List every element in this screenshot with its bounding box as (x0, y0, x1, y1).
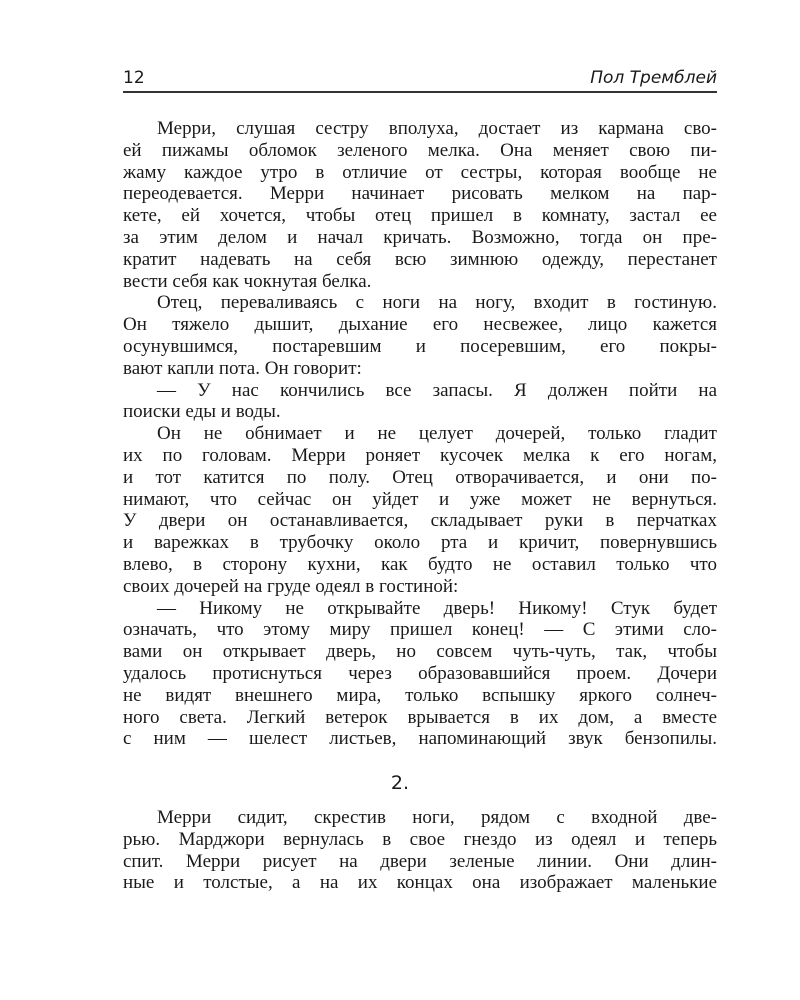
text-line: ного света. Легкий ветерок врывается в их дом, а вместе (123, 706, 717, 728)
body-text-section-1 (123, 118, 717, 750)
text-line: поиски еды и воды. (123, 401, 281, 423)
text-line: не видят внешнего мира, только вспышку яркого солнеч- (123, 684, 717, 706)
text-line: за этим делом и начал кричать. Возможно, тогда он пре- (123, 226, 717, 248)
text-line: рью. Марджори вернулась в свое гнездо из одеял и теперь (123, 828, 717, 850)
text-line: нимают, что сейчас он уйдет и уже может не вернуться. (123, 488, 717, 510)
text-line: ей пижамы обломок зеленого мелка. Она меняет свою пи- (123, 139, 717, 161)
text-line: спит. Мерри рисует на двери зеленые линии. Они длин- (123, 850, 717, 872)
text-line: жаму каждое утро в отличие от сестры, которая вообще не (123, 161, 717, 183)
text-line: вести себя как чокнутая белка. (123, 270, 372, 292)
text-line: переодевается. Мерри начинает рисовать мелком на пар- (123, 183, 717, 205)
text-line: Мерри, слушая сестру вполуха, достает из кармана сво- (157, 118, 717, 139)
text-line: осунувшимся, постаревшим и посеревшим, его покры- (123, 335, 717, 357)
text-line: — У нас кончились все запасы. Я должен пойти на (157, 379, 717, 401)
chapter-heading: 2. (390, 772, 410, 794)
text-line: Отец, переваливаясь с ноги на ногу, входит в гостиную. (157, 292, 717, 314)
text-line: их по головам. Мерри роняет кусочек мелка к его ногам, (123, 444, 717, 466)
text-line: удалось протиснуться через образовавшийся проем. Дочери (123, 662, 717, 684)
page-number: 12 (123, 68, 145, 88)
text-line: — Никому не открывайте дверь! Никому! Стук будет (157, 597, 717, 619)
text-line: ные и толстые, а на их концах она изображает маленькие (123, 872, 717, 894)
text-line: кратит надевать на себя всю зимнюю одежду, перестанет (123, 248, 717, 270)
running-header (123, 66, 717, 92)
text-line: У двери он останавливается, складывает руки в перчатках (123, 510, 717, 532)
text-line: Он тяжело дышит, дыхание его несвежее, лицо кажется (123, 314, 717, 336)
text-line: с ним — шелест листьев, напоминающий звук бензопилы. (123, 728, 717, 750)
text-line: кете, ей хочется, чтобы отец пришел в комнату, застал ее (123, 205, 717, 227)
body-text-section-2 (123, 807, 717, 894)
text-line: и варежках в трубочку около рта и кричит, повернувшись (123, 532, 717, 554)
text-line: влево, в сторону кухни, как будто не оставил только что (123, 553, 717, 575)
text-line: и тот катится по полу. Отец отворачивается, и они по- (123, 466, 717, 488)
text-line: Мерри сидит, скрестив ноги, рядом с входной две- (157, 807, 717, 828)
text-line: вают капли пота. Он говорит: (123, 357, 362, 379)
text-line: означать, что этому миру пришел конец! — С этими сло- (123, 619, 717, 641)
header-rule (123, 91, 717, 93)
text-line: своих дочерей на груде одеял в гостиной: (123, 575, 459, 597)
text-line: Он не обнимает и не целует дочерей, только гладит (157, 423, 717, 445)
text-line: вами он открывает дверь, но совсем чуть-чуть, так, чтобы (123, 641, 717, 663)
author-name: Пол Тремблей (590, 68, 717, 88)
